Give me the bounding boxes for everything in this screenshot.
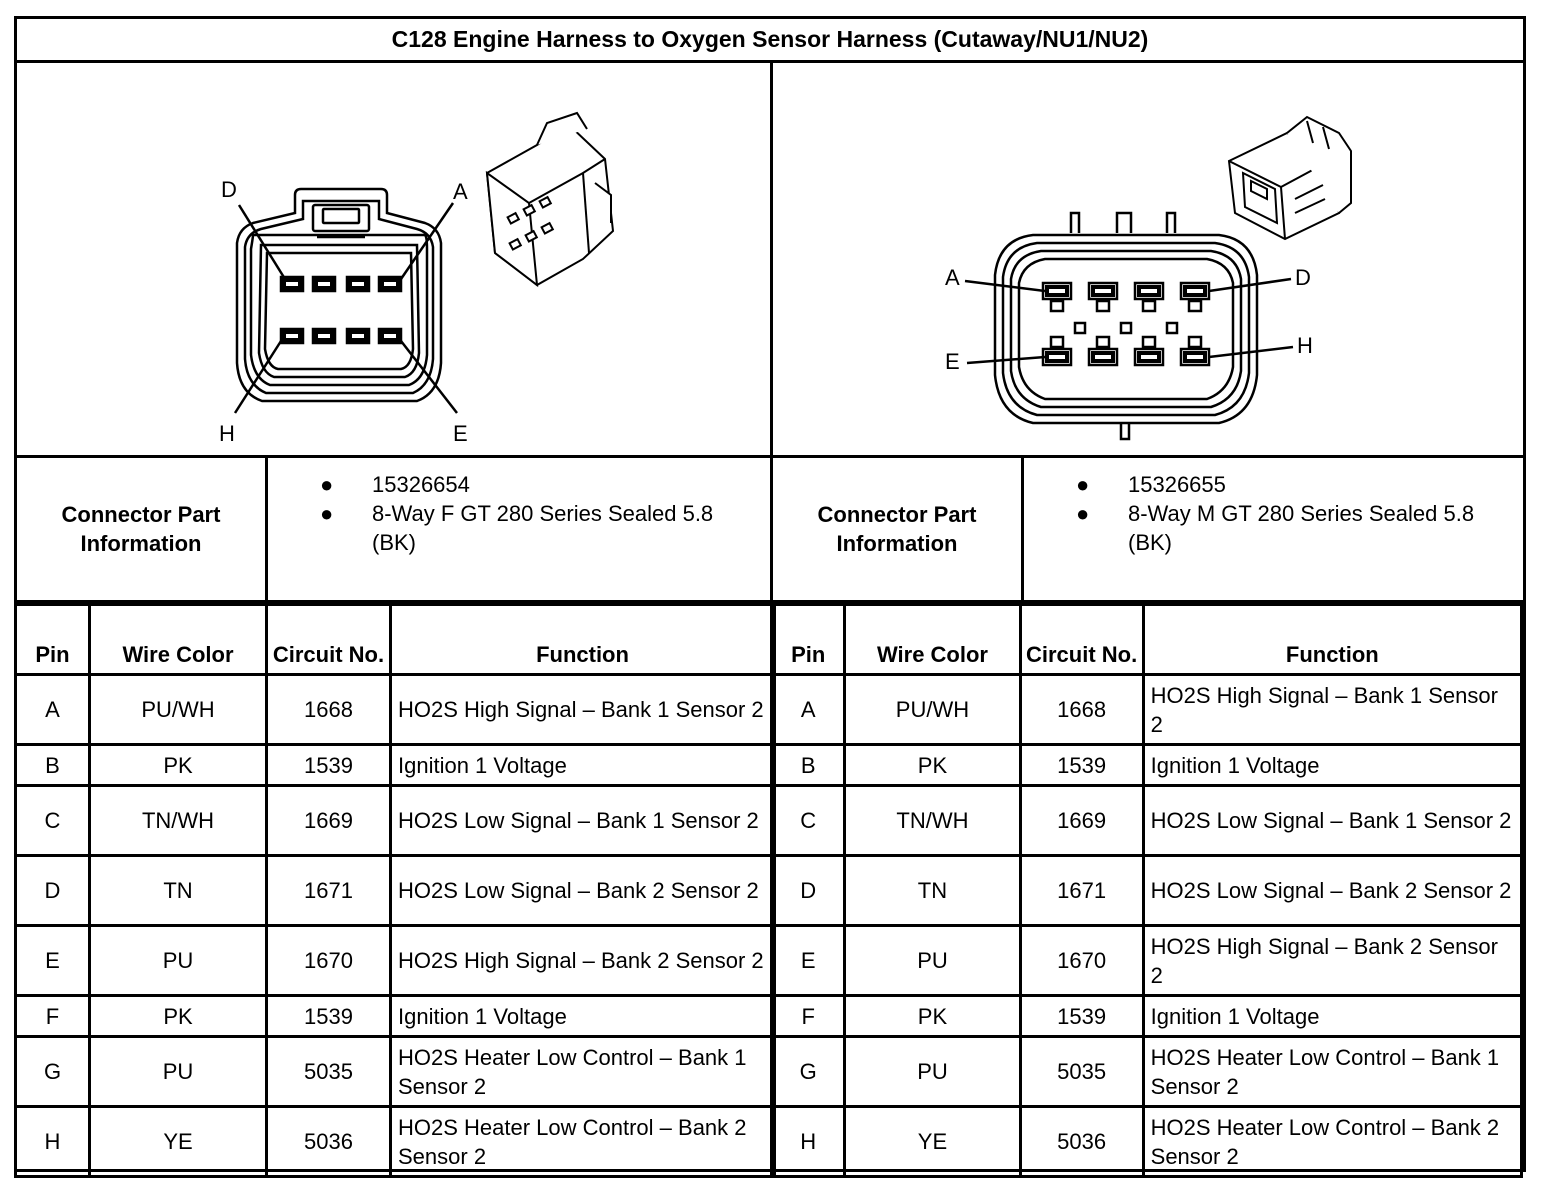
left-part-number (268, 470, 770, 499)
function-cell: HO2S High Signal – Bank 1 Sensor 2 (391, 675, 775, 745)
function-cell: HO2S High Signal – Bank 2 Sensor 2 (391, 926, 775, 996)
bullet-icon: ● (1076, 501, 1090, 526)
bullet-icon: ● (320, 501, 334, 526)
pin-cell: E (772, 926, 845, 996)
function-cell: HO2S Low Signal – Bank 2 Sensor 2 (391, 856, 775, 926)
female-connector-3d-icon (487, 113, 613, 285)
header-pin: Pin (772, 605, 845, 675)
pin-row (16, 926, 775, 996)
header-circuit: Circuit No. (267, 605, 391, 675)
diagram-right-label-a: A (945, 265, 960, 290)
wire-color-cell: PK (90, 996, 267, 1037)
pin-row (772, 675, 1522, 745)
function-cell: HO2S Heater Low Control – Bank 1 Sensor 2 (391, 1037, 775, 1107)
left-info-label: Connector Part Information (17, 458, 268, 600)
circuit-cell: 1669 (1020, 786, 1143, 856)
circuit-cell: 1671 (267, 856, 391, 926)
function-cell: HO2S Low Signal – Bank 1 Sensor 2 (1143, 786, 1521, 856)
pin-cell: G (772, 1037, 845, 1107)
function-cell: HO2S Low Signal – Bank 2 Sensor 2 (1143, 856, 1521, 926)
left-pin-table (14, 603, 776, 1178)
header-function: Function (1143, 605, 1521, 675)
male-connector-drawing (773, 63, 1526, 455)
circuit-cell: 1670 (1020, 926, 1143, 996)
pin-cell: A (772, 675, 845, 745)
header-wire-color: Wire Color (845, 605, 1020, 675)
wire-color-cell: PU (845, 926, 1020, 996)
pin-row (16, 1037, 775, 1107)
pin-row (772, 786, 1522, 856)
pin-cell: C (772, 786, 845, 856)
pin-cell: B (772, 745, 845, 786)
circuit-cell: 1670 (267, 926, 391, 996)
diagram-left-label-d: D (221, 177, 237, 202)
wire-color-cell: TN (845, 856, 1020, 926)
circuit-cell: 1539 (267, 996, 391, 1037)
wire-color-cell: PU (845, 1037, 1020, 1107)
circuit-cell: 1671 (1020, 856, 1143, 926)
left-pin-rows (16, 675, 775, 1177)
circuit-cell: 1539 (1020, 745, 1143, 786)
pin-row (16, 996, 775, 1037)
pin-cell: D (772, 856, 845, 926)
circuit-cell: 5036 (267, 1107, 391, 1177)
wire-color-cell: PU/WH (845, 675, 1020, 745)
wire-color-cell: TN/WH (90, 786, 267, 856)
diagram-left-label-e: E (453, 421, 468, 446)
male-connector-3d-icon (1229, 117, 1351, 239)
circuit-cell: 1669 (267, 786, 391, 856)
right-part-number (1024, 470, 1526, 499)
right-part-number-text: 15326655 (1128, 472, 1226, 497)
pin-cell: B (16, 745, 90, 786)
pin-cell: D (16, 856, 90, 926)
diagram-right-label-d: D (1295, 265, 1311, 290)
pin-cell: H (16, 1107, 90, 1177)
left-part-description-text: 8-Way F GT 280 Series Sealed 5.8 (BK) (372, 501, 714, 555)
right-table-header (772, 605, 1522, 675)
pin-row (772, 1037, 1522, 1107)
pin-row (772, 1107, 1522, 1177)
pin-cell: C (16, 786, 90, 856)
wire-color-cell: PK (845, 996, 1020, 1037)
bullet-icon: ● (320, 472, 334, 497)
pin-row (772, 926, 1522, 996)
left-part-number-text: 15326654 (372, 472, 470, 497)
female-connector-diagram (17, 63, 773, 455)
function-cell: HO2S Heater Low Control – Bank 1 Sensor 2 (1143, 1037, 1521, 1107)
circuit-cell: 1539 (1020, 996, 1143, 1037)
female-connector-drawing (17, 63, 770, 455)
left-table-header (16, 605, 775, 675)
pin-cell: G (16, 1037, 90, 1107)
function-cell: Ignition 1 Voltage (391, 745, 775, 786)
right-part-description (1024, 499, 1526, 557)
sheet-title: C128 Engine Harness to Oxygen Sensor Harness (Cutaway/NU1/NU2) (17, 19, 1523, 63)
function-cell: HO2S High Signal – Bank 1 Sensor 2 (1143, 675, 1521, 745)
pin-row (16, 745, 775, 786)
male-connector-diagram (773, 63, 1526, 455)
circuit-cell: 5035 (267, 1037, 391, 1107)
left-info-body (268, 458, 773, 600)
header-function: Function (391, 605, 775, 675)
header-circuit: Circuit No. (1020, 605, 1143, 675)
pin-row (16, 1107, 775, 1177)
function-cell: HO2S Heater Low Control – Bank 2 Sensor 2 (1143, 1107, 1521, 1177)
right-pin-table (770, 603, 1523, 1178)
header-pin: Pin (16, 605, 90, 675)
pin-cell: H (772, 1107, 845, 1177)
pin-cell: E (16, 926, 90, 996)
bullet-icon: ● (1076, 472, 1090, 497)
circuit-cell: 1539 (267, 745, 391, 786)
left-part-description (268, 499, 770, 557)
wire-color-cell: PU/WH (90, 675, 267, 745)
function-cell: HO2S High Signal – Bank 2 Sensor 2 (1143, 926, 1521, 996)
connector-sheet (14, 16, 1526, 1172)
wire-color-cell: TN (90, 856, 267, 926)
pin-row (772, 745, 1522, 786)
wire-color-cell: PU (90, 1037, 267, 1107)
pin-row (772, 856, 1522, 926)
right-part-description-text: 8-Way M GT 280 Series Sealed 5.8 (BK) (1128, 501, 1475, 555)
circuit-cell: 1668 (267, 675, 391, 745)
function-cell: HO2S Heater Low Control – Bank 2 Sensor 2 (391, 1107, 775, 1177)
pin-cell: A (16, 675, 90, 745)
connector-info-row (17, 455, 1523, 603)
wire-color-cell: PU (90, 926, 267, 996)
circuit-cell: 5035 (1020, 1037, 1143, 1107)
diagram-left-label-h: H (219, 421, 235, 446)
wire-color-cell: PK (845, 745, 1020, 786)
diagram-right-label-h: H (1297, 333, 1313, 358)
circuit-cell: 1668 (1020, 675, 1143, 745)
wire-color-cell: YE (90, 1107, 267, 1177)
pin-row (16, 675, 775, 745)
function-cell: Ignition 1 Voltage (1143, 745, 1521, 786)
wire-color-cell: TN/WH (845, 786, 1020, 856)
diagram-left-label-a: A (453, 179, 468, 204)
function-cell: HO2S Low Signal – Bank 1 Sensor 2 (391, 786, 775, 856)
pin-cell: F (16, 996, 90, 1037)
pin-row (772, 996, 1522, 1037)
function-cell: Ignition 1 Voltage (1143, 996, 1521, 1037)
diagram-right-label-e: E (945, 349, 960, 374)
right-info-label: Connector Part Information (773, 458, 1024, 600)
pin-row (16, 856, 775, 926)
header-wire-color: Wire Color (90, 605, 267, 675)
right-info-body (1024, 458, 1526, 600)
wire-color-cell: PK (90, 745, 267, 786)
wire-color-cell: YE (845, 1107, 1020, 1177)
right-pin-rows (772, 675, 1522, 1177)
pin-row (16, 786, 775, 856)
function-cell: Ignition 1 Voltage (391, 996, 775, 1037)
pin-cell: F (772, 996, 845, 1037)
circuit-cell: 5036 (1020, 1107, 1143, 1177)
